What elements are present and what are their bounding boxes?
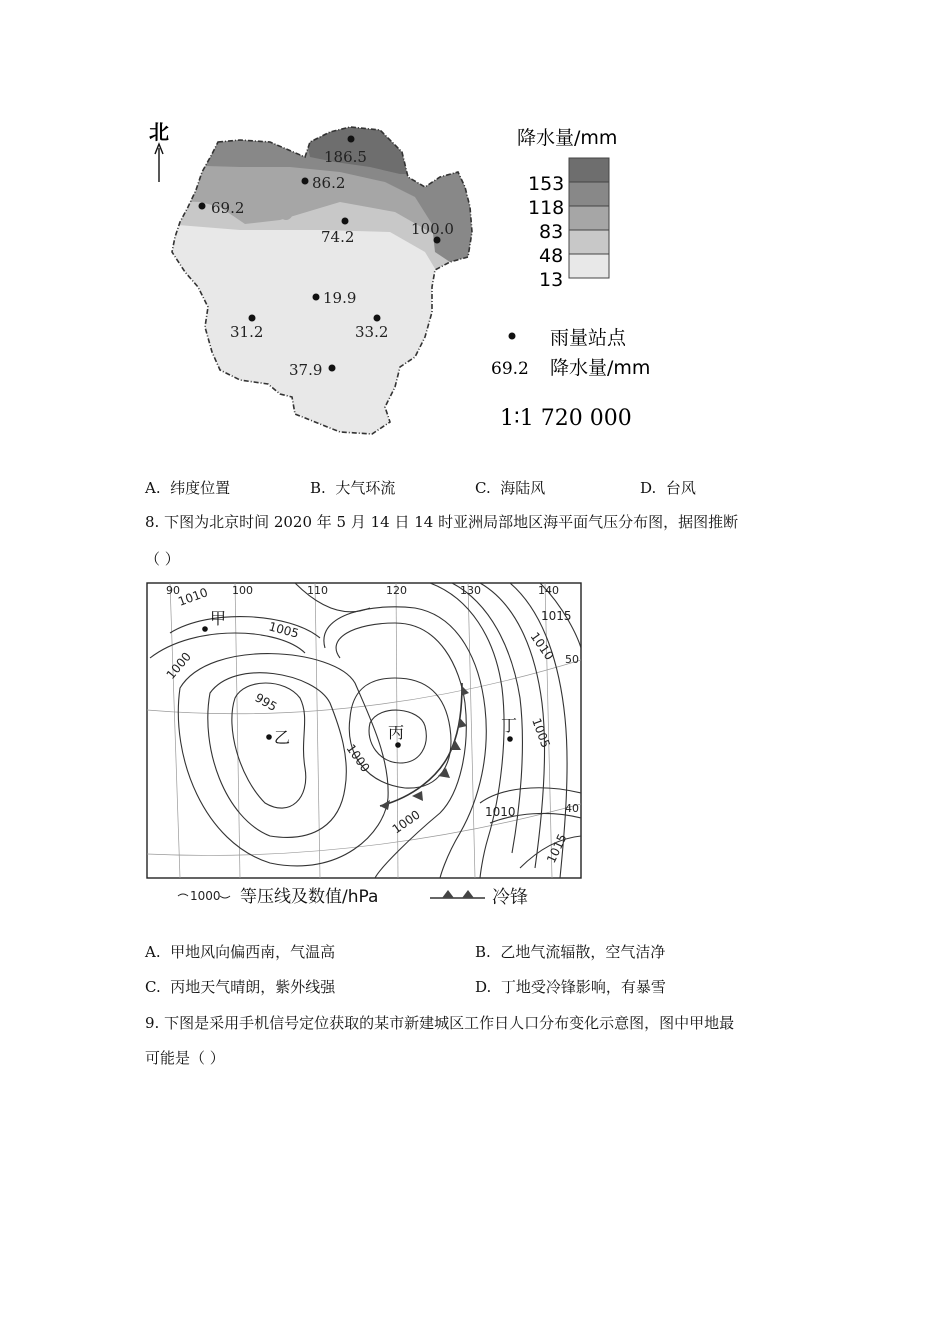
isobar-value: 1005 bbox=[529, 716, 553, 750]
latitude-label: 40 bbox=[565, 802, 579, 815]
station-value: 186.5 bbox=[324, 148, 367, 166]
legend-level: 153 bbox=[528, 173, 565, 195]
q8-option-a: A. 甲地风向偏西南，气温高 bbox=[145, 943, 336, 961]
latitude-label: 50 bbox=[565, 653, 579, 666]
longitude-label: 100 bbox=[232, 584, 253, 597]
station-value: 100.0 bbox=[411, 220, 454, 238]
legend-level: 83 bbox=[539, 221, 564, 243]
isobar-value: 995 bbox=[252, 690, 280, 715]
q9-stem-line2: 可能是（ ） bbox=[145, 1049, 225, 1067]
station-value: 69.2 bbox=[211, 199, 245, 217]
station-value: 86.2 bbox=[312, 174, 346, 192]
isobar-value: 1000 bbox=[343, 741, 373, 775]
q8-option-d: D. 丁地受冷锋影响，有暴雪 bbox=[475, 978, 666, 996]
legend-front-label: 冷锋 bbox=[492, 887, 528, 908]
longitude-label: 120 bbox=[386, 584, 407, 597]
isobar-value: 1000 bbox=[389, 807, 423, 837]
legend-level: 48 bbox=[539, 245, 564, 267]
station-value: 31.2 bbox=[230, 323, 264, 341]
precipitation-map bbox=[140, 112, 680, 442]
isobar-value: 1015 bbox=[544, 831, 570, 866]
isobar-value: 1010 bbox=[527, 629, 557, 663]
q8-option-b: B. 乙地气流辐散，空气洁净 bbox=[475, 943, 666, 961]
q8-stem-line1: 8. 下图为北京时间 2020 年 5 月 14 日 14 时亚洲局部地区海平面气压分布图，据图推断 bbox=[145, 513, 739, 531]
station-value: 19.9 bbox=[323, 289, 357, 307]
station-value: 37.9 bbox=[289, 361, 323, 379]
q7-option-b: B. 大气环流 bbox=[310, 479, 396, 497]
legend-title: 降水量/mm bbox=[517, 127, 618, 149]
isobar-value: 1015 bbox=[541, 609, 572, 623]
q8-option-c: C. 丙地天气晴朗，紫外线强 bbox=[145, 978, 336, 996]
pressure-map bbox=[140, 578, 600, 916]
station-value: 74.2 bbox=[321, 228, 355, 246]
q8-stem-line2: （ ） bbox=[145, 550, 180, 568]
q7-option-d: D. 台风 bbox=[640, 479, 696, 497]
isobar-value: 1010 bbox=[176, 585, 210, 609]
longitude-label: 90 bbox=[166, 584, 180, 597]
value-key-number: 69.2 bbox=[491, 359, 529, 379]
station-key-label: 雨量站点 bbox=[550, 327, 627, 349]
q7-option-a: A. 纬度位置 bbox=[145, 479, 231, 497]
place-ding: 丁 bbox=[501, 716, 518, 735]
place-jia: 甲 bbox=[210, 609, 227, 628]
q9-stem-line1: 9. 下图是采用手机信号定位获取的某市新建城区工作日人口分布变化示意图，图中甲地最 bbox=[145, 1014, 735, 1032]
legend-color-scale bbox=[569, 158, 609, 278]
longitude-label: 140 bbox=[538, 584, 559, 597]
place-bing: 丙 bbox=[388, 723, 405, 742]
place-yi: 乙 bbox=[274, 728, 291, 747]
legend-isobar-sample: 1000 bbox=[190, 889, 221, 903]
station-value: 33.2 bbox=[355, 323, 389, 341]
longitude-label: 130 bbox=[460, 584, 481, 597]
isobar-value: 1010 bbox=[485, 805, 516, 819]
legend-level: 13 bbox=[539, 269, 564, 291]
north-label: 北 bbox=[149, 120, 169, 144]
q7-option-c: C. 海陆风 bbox=[475, 479, 546, 497]
map-scale: 1∶1 720 000 bbox=[500, 406, 632, 431]
value-key-label: 降水量/mm bbox=[550, 357, 651, 379]
longitude-label: 110 bbox=[307, 584, 328, 597]
legend-isobar-label: 等压线及数值/hPa bbox=[240, 887, 379, 907]
isobar-value: 1005 bbox=[267, 619, 301, 641]
isobar-value: 1000 bbox=[163, 649, 194, 682]
legend-level: 118 bbox=[528, 197, 565, 219]
